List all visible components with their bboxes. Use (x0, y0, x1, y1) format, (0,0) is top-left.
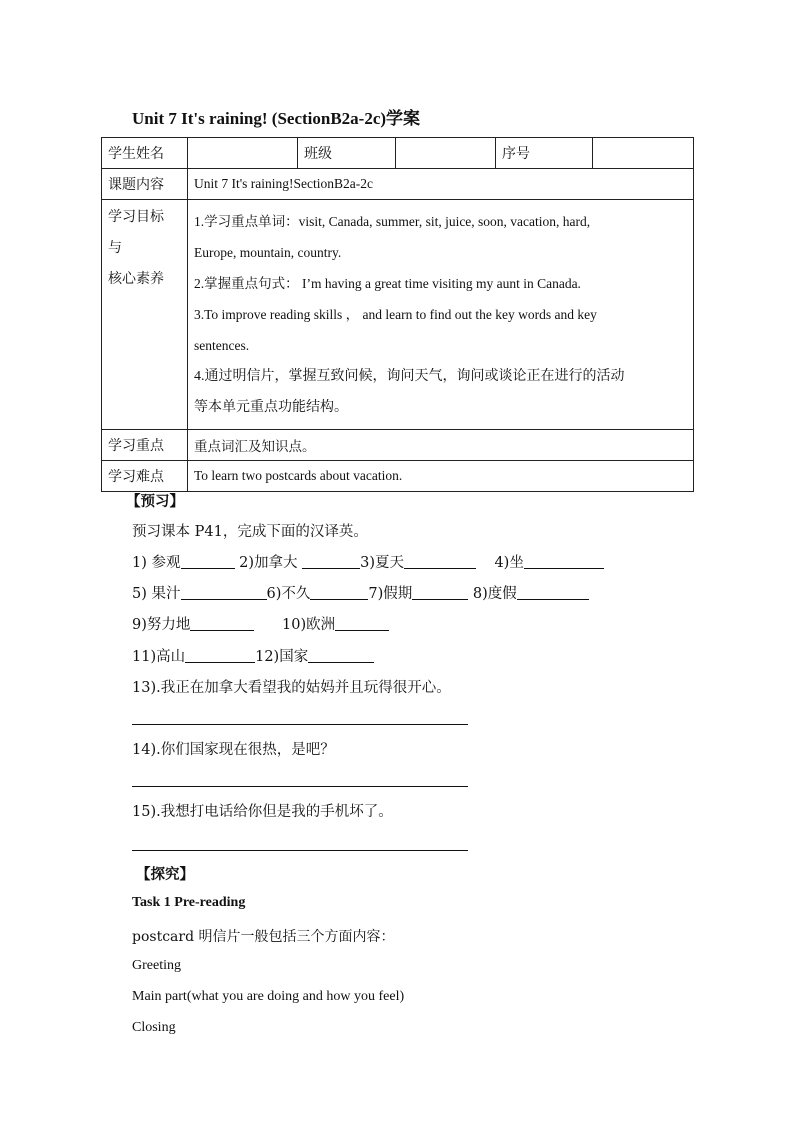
goal-line: 1.学习重点单词：visit, Canada, summer, sit, juice, soon, vacation, hard, (194, 214, 591, 229)
answer-blank[interactable] (310, 585, 368, 600)
vocab-item: 8)度假 (472, 586, 517, 602)
task-title: Task 1 Pre-reading (132, 895, 246, 910)
vocab-item: 4)坐 (494, 555, 524, 571)
row-goals (102, 200, 694, 430)
goal-line: 2.掌握重点句式： I’m having a great time visiting my aunt in Canada. (194, 276, 581, 291)
goal-line: 3.To improve reading skills ， and learn to find out the key words and key (194, 307, 597, 322)
vocab-item: 2)加拿大 (239, 555, 303, 571)
page-title: Unit 7 It's raining! (SectionB2a-2c)学案 (132, 109, 421, 128)
answer-line-14[interactable] (132, 786, 468, 787)
vocab-row-3 (132, 613, 389, 634)
answer-blank[interactable] (412, 585, 468, 600)
vocab-row-1 (132, 551, 604, 572)
goal-line: 等本单元重点功能结构。 (194, 400, 348, 415)
answer-line-15[interactable] (132, 850, 468, 851)
class-field[interactable] (396, 138, 496, 169)
goal-line: Europe, mountain, country. (194, 245, 342, 260)
postcard-part: Main part(what you are doing and how you feel) (132, 989, 405, 1004)
goals-label-line: 与 (108, 240, 122, 256)
info-table (101, 137, 694, 492)
topic-label: 课题内容 (102, 169, 188, 200)
student-name-label: 学生姓名 (102, 138, 188, 169)
topic-value: Unit 7 It's raining!SectionB2a-2c (188, 169, 694, 200)
answer-blank[interactable] (302, 554, 360, 569)
answer-blank[interactable] (404, 554, 476, 569)
vocab-item: 11)高山 (132, 649, 186, 665)
key-points-value: 重点词汇及知识点。 (188, 430, 694, 461)
answer-blank[interactable] (181, 554, 235, 569)
answer-blank[interactable] (185, 648, 255, 663)
key-points-label: 学习重点 (102, 430, 188, 461)
vocab-item: 9)努力地 (132, 617, 191, 633)
answer-blank[interactable] (308, 648, 374, 663)
sentence-question-13: 13).我正在加拿大看望我的姑妈并且玩得很开心。 (132, 680, 451, 696)
vocab-item: 1) 参观 (132, 555, 181, 571)
explore-heading: 【探究】 (136, 866, 194, 883)
sentence-question-14: 14).你们国家现在很热，是吧？ (132, 742, 335, 758)
postcard-part: Closing (132, 1020, 176, 1035)
preview-instruction: 预习课本 P41，完成下面的汉译英。 (132, 524, 368, 540)
student-name-field[interactable] (188, 138, 298, 169)
vocab-item: 12)国家 (255, 649, 309, 665)
seat-label: 序号 (496, 138, 593, 169)
goal-line: 4.通过明信片，掌握互致问候，询问天气，询问或谈论正在进行的活动 (194, 369, 625, 384)
goals-content (188, 200, 694, 430)
answer-blank[interactable] (517, 585, 589, 600)
preview-heading: 【预习】 (126, 493, 184, 510)
postcard-intro: postcard 明信片一般包括三个方面内容： (132, 929, 395, 945)
vocab-item: 10)欧洲 (282, 617, 336, 633)
goal-line: sentences. (194, 338, 250, 353)
postcard-part: Greeting (132, 958, 181, 973)
answer-line-13[interactable] (132, 724, 468, 725)
answer-blank[interactable] (190, 616, 254, 631)
vocab-item: 7)假期 (368, 586, 413, 602)
goals-label (102, 200, 188, 430)
vocab-row-2 (132, 582, 589, 603)
row-difficulties (102, 461, 694, 492)
row-topic (102, 169, 694, 200)
goals-label-line: 核心素养 (108, 271, 164, 287)
seat-field[interactable] (593, 138, 694, 169)
row-student-info (102, 138, 694, 169)
class-label: 班级 (298, 138, 396, 169)
difficulties-value: To learn two postcards about vacation. (188, 461, 694, 492)
row-key-points (102, 430, 694, 461)
vocab-item: 6)不久 (266, 586, 311, 602)
difficulties-label: 学习难点 (102, 461, 188, 492)
goals-label-line: 学习目标 (108, 209, 164, 225)
answer-blank[interactable] (335, 616, 389, 631)
vocab-item: 5) 果汁 (132, 586, 181, 602)
vocab-item: 3)夏天 (360, 555, 404, 571)
vocab-row-4 (132, 645, 374, 666)
sentence-question-15: 15).我想打电话给你但是我的手机坏了。 (132, 804, 393, 820)
answer-blank[interactable] (181, 585, 267, 600)
answer-blank[interactable] (524, 554, 604, 569)
